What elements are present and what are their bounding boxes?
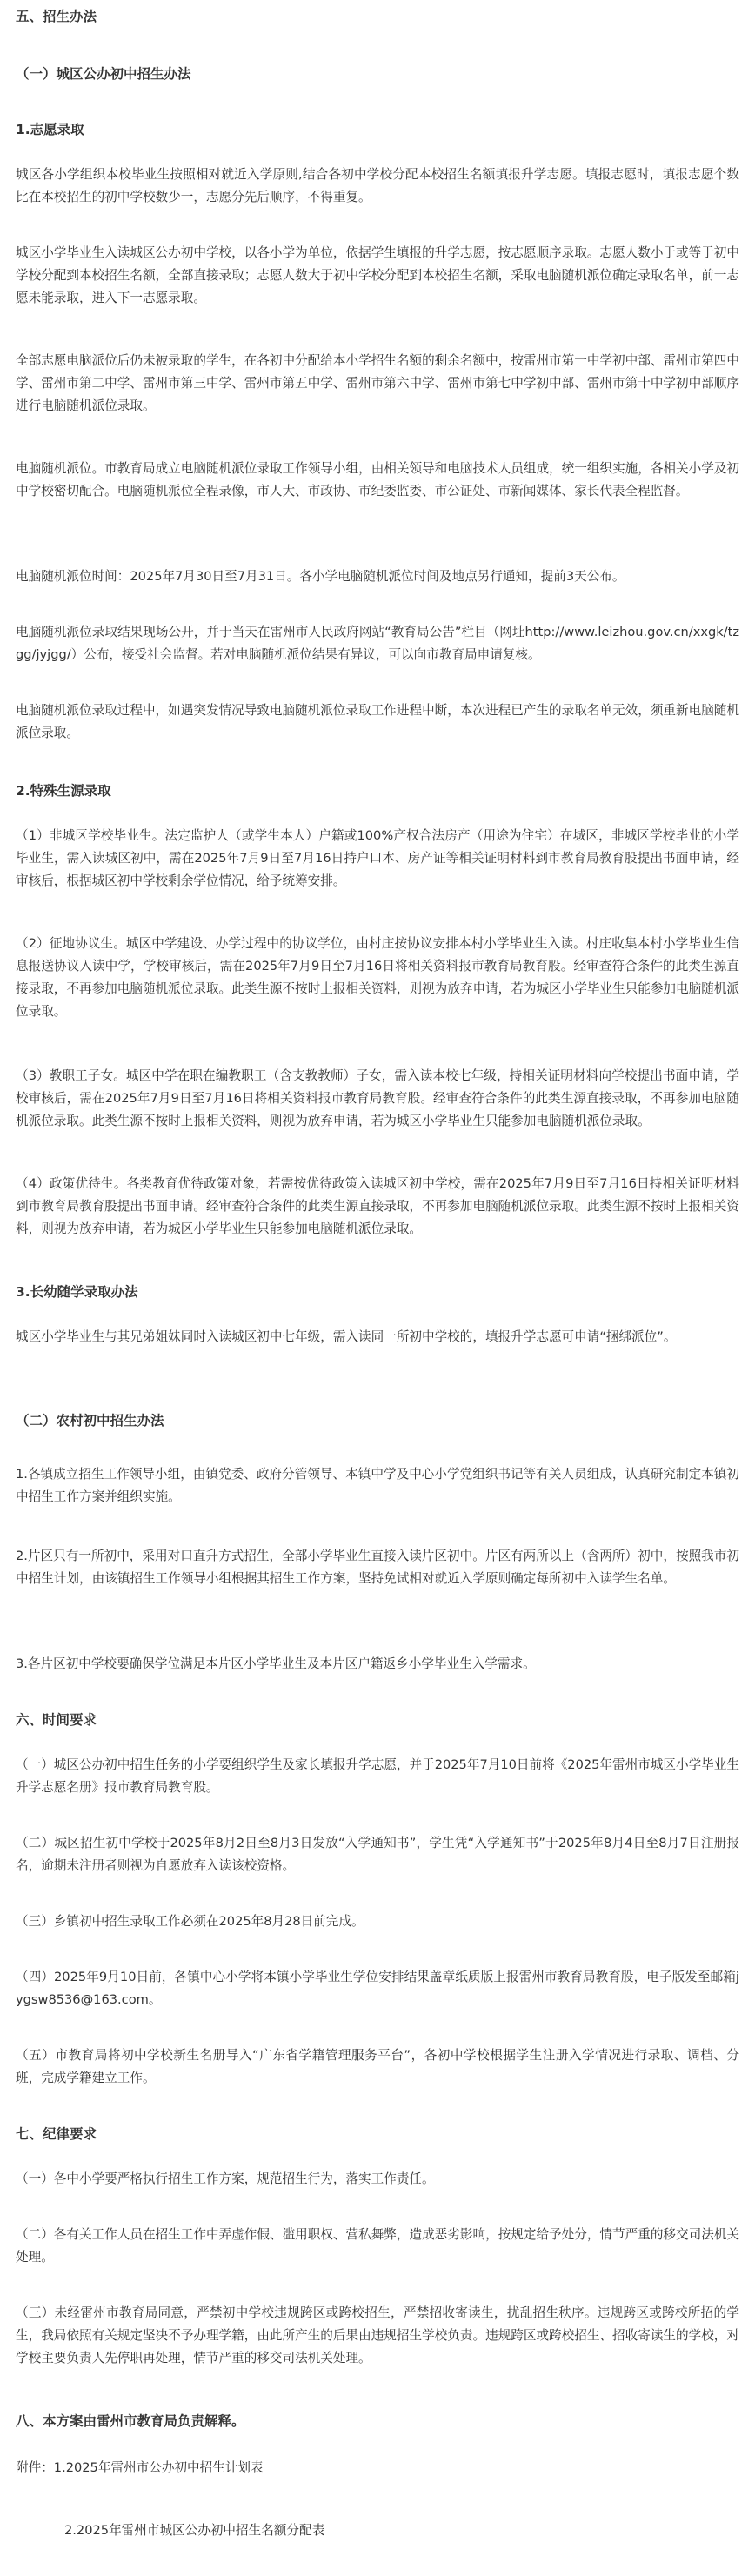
paragraph: 城区小学毕业生与其兄弟姐妹同时入读城区初中七年级，需入读同一所初中学校的，填报升学志愿可申请“捆绑派位”。 [16, 1329, 677, 1344]
paragraph: 全部志愿电脑派位后仍未被录取的学生，在各初中分配给本小学招生名额的剩余名额中，按雷州市第一中学初中部、雷州市第四中学、雷州市第二中学、雷州市第三中学、雷州市第五中学、雷州市第六中学、雷州市第七中学初中部、雷州市第十中学初中部顺序进行电脑随机派位录取。 [16, 353, 739, 413]
paragraph: 1.各镇成立招生工作领导小组，由镇党委、政府分管领导、本镇中学及中心小学党组织书记等有关人员组成，认真研究制定本镇初中招生工作方案并组织实施。 [16, 1467, 739, 1504]
paragraph: 附件：1.2025年雷州市公办初中招生计划表 [16, 2460, 264, 2475]
paragraph: 电脑随机派位。市教育局成立电脑随机派位录取工作领导小组，由相关领导和电脑技术人员组成，统一组织实施，各相关小学及初中学校密切配合。电脑随机派位全程录像，市人大、市政协、市纪委监委、市公证处、市新闻媒体、家长代表全程监督。 [16, 461, 739, 498]
paragraph: （一）城区公办初中招生任务的小学要组织学生及家长填报升学志愿，并于2025年7月10日前将《2025年雷州市城区小学毕业生升学志愿名册》报市教育局教育股。 [16, 1757, 739, 1795]
section-heading: 七、纪律要求 [16, 2126, 97, 2142]
paragraph: （二）城区招生初中学校于2025年8月2日至8月3日发放“入学通知书”，学生凭“入学通知书”于2025年8月4日至8月7日注册报名，逾期未注册者则视为自愿放弃入读该校资格。 [16, 1836, 739, 1873]
paragraph: （四）2025年9月10日前，各镇中心小学将本镇小学毕业生学位安排结果盖章纸质版上报雷州市教育局教育股，电子版发至邮箱jygsw8536@163.com。 [16, 1970, 739, 2007]
paragraph: （4）政策优待生。各类教育优待政策对象，若需按优待政策入读城区初中学校，需在2025年7月9日至7月16日持相关证明材料到市教育局教育股提出书面申请。经审查符合条件的此类生源直接录取，不再参加电脑随机派位录取。此类生源不按时上报相关资料，则视为放弃申请，若为城区小学毕业生只能参加电脑随机派位录取。 [16, 1176, 739, 1236]
paragraph: 2.片区只有一所初中，采用对口直升方式招生，全部小学毕业生直接入读片区初中。片区有两所以上（含两所）初中，按照我市初中招生计划，由该镇招生工作领导小组根据其招生工作方案，坚持免试相对就近入学原则确定每所初中入读学生名单。 [16, 1549, 739, 1586]
section-heading: （二）农村初中招生办法 [16, 1413, 164, 1429]
paragraph: （五）市教育局将初中学校新生名册导入“广东省学籍管理服务平台”，各初中学校根据学生注册入学情况进行录取、调档、分班，完成学籍建立工作。 [16, 2048, 739, 2085]
paragraph: （一）各中小学要严格执行招生工作方案，规范招生行为，落实工作责任。 [16, 2171, 435, 2186]
paragraph: 电脑随机派位录取过程中，如遇突发情况导致电脑随机派位录取工作进程中断，本次进程已产生的录取名单无效，须重新电脑随机派位录取。 [16, 703, 739, 740]
paragraph: （三）乡镇初中招生录取工作必须在2025年8月28日前完成。 [16, 1914, 364, 1929]
paragraph: 3.各片区初中学校要确保学位满足本片区小学毕业生及本片区户籍返乡小学毕业生入学需求。 [16, 1656, 536, 1671]
paragraph: （3）教职工子女。城区中学在职在编教职工（含支教教师）子女，需入读本校七年级，持相关证明材料向学校提出书面申请，学校审核后，需在2025年7月9日至7月16日将相关资料报市教育局教育股。经审查符合条件的此类生源直接录取，不再参加电脑随机派位录取。此类生源不按时上报相关资料，则视为放弃申请，若为城区小学毕业生只能参加电脑随机派位录取。 [16, 1068, 739, 1128]
paragraph: （1）非城区学校毕业生。法定监护人（或学生本人）户籍或100%产权合法房产（用途为住宅）在城区，非城区学校毕业的小学毕业生，需入读城区初中，需在2025年7月9日至7月16日持户口本、房产证等相关证明材料到市教育局教育股提出书面申请，经审核后，根据城区初中学校剩余学位情况，给予统筹安排。 [16, 828, 739, 888]
section-heading: 八、本方案由雷州市教育局负责解释。 [16, 2413, 245, 2429]
paragraph: 城区小学毕业生入读城区公办初中学校，以各小学为单位，依据学生填报的升学志愿，按志愿顺序录取。志愿人数小于或等于初中学校分配到本校招生名额，全部直接录取；志愿人数大于初中学校分配到本校招生名额，采取电脑随机派位确定录取名单，前一志愿未能录取，进入下一志愿录取。 [16, 245, 739, 305]
paragraph: 城区各小学组织本校毕业生按照相对就近入学原则,结合各初中学校分配本校招生名额填报升学志愿。填报志愿时，填报志愿个数比在本校招生的初中学校数少一，志愿分先后顺序，不得重复。 [16, 167, 739, 204]
paragraph: （三）未经雷州市教育局同意，严禁初中学校违规跨区或跨校招生，严禁招收寄读生，扰乱招生秩序。违规跨区或跨校所招的学生，我局依照有关规定坚决不予办理学籍，由此所产生的后果由违规招生学校负责。违规跨区或跨校招生、招收寄读生的学校，对学校主要负责人先停职再处理，情节严重的移交司法机关处理。 [16, 2305, 739, 2365]
section-heading: 1.志愿录取 [16, 122, 84, 137]
paragraph: 电脑随机派位时间：2025年7月30日至7月31日。各小学电脑随机派位时间及地点另行通知，提前3天公布。 [16, 569, 625, 584]
section-heading: （一）城区公办初中招生办法 [16, 66, 191, 82]
paragraph: 电脑随机派位录取结果现场公开，并于当天在雷州市人民政府网站“教育局公告”栏目（网址http://www.leizhou.gov.cn/xxgk/tzgg/jyjgg/）公布，接受社会监督。若对电脑随机派位结果有异议，可以向市教育局申请复核。 [16, 625, 739, 662]
section-heading: 3.长幼随学录取办法 [16, 1284, 138, 1300]
section-heading: 五、招生办法 [16, 9, 97, 24]
paragraph: 2.2025年雷州市城区公办初中招生名额分配表 [64, 2523, 325, 2538]
section-heading: 六、时间要求 [16, 1712, 97, 1728]
paragraph: （2）征地协议生。城区中学建设、办学过程中的协议学位，由村庄按协议安排本村小学毕业生入读。村庄收集本村小学毕业生信息报送协议入读中学，学校审核后，需在2025年7月9日至7月16日将相关资料报市教育局教育股。经审查符合条件的此类生源直接录取，不再参加电脑随机派位录取。此类生源不按时上报相关资料，则视为放弃申请，若为城区小学毕业生只能参加电脑随机派位录取。 [16, 936, 739, 1019]
section-heading: 2.特殊生源录取 [16, 783, 111, 799]
paragraph: （二）各有关工作人员在招生工作中弄虚作假、滥用职权、营私舞弊，造成恶劣影响，按规定给予处分，情节严重的移交司法机关处理。 [16, 2227, 739, 2265]
